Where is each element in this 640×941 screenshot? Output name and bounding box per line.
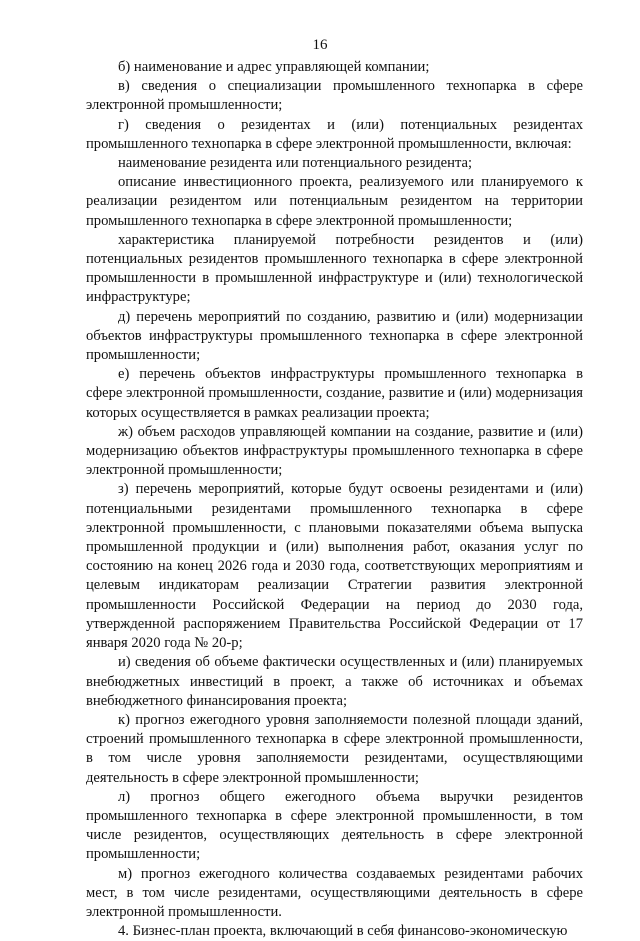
paragraph-z: з) перечень мероприятий, которые будут освоены резидентами и (или) потенциальными резидентами промышленного технопарка в сфере электронной промышленности, с плановыми показателями объема выпуска промышленной продукции и (или) выполнения работ, оказания услуг по состоянию на конец 2026 года и 2030 года, соответствующих мероприятиям и целевым индикаторам реализации Стратегии развития электронной промышленности Российской Федерации на период до 2030 года, утвержденной распоряжением Правительства Российской Федерации от 17 января 2020 года № 20-р; [86,481,583,652]
paragraph-4: 4. Бизнес-план проекта, включающий в себя финансово-экономическую [118,923,568,940]
page-number: 16 [312,37,328,53]
paragraph-g-infrastructure-needs: характеристика планируемой потребности резидентов и (или) потенциальных резидентов промышленного технопарка в сфере электронной промышленности в промышленной инфраструктуре и (или) технологической инфраструктуре; [86,231,583,306]
paragraph-g-project-description: описание инвестиционного проекта, реализуемого или планируемого к реализации резидентом или потенциальным резидентом на территории промышленного технопарка в сфере электронной промышленности; [86,174,583,229]
paragraph-g-resident-name: наименование резидента или потенциального резидента; [118,155,473,172]
paragraph-k: к) прогноз ежегодного уровня заполняемости полезной площади зданий, строений промышленного технопарка в сфере электронной промышленности, в том числе уровня заполняемости резидентами, осуществляющими деятельность в сфере электронной промышленности; [86,711,583,786]
paragraph-m: м) прогноз ежегодного количества создаваемых резидентами рабочих мест, в том числе резидентами, осуществляющими деятельность в сфере электронной промышленности. [86,865,583,920]
paragraph-i: и) сведения об объеме фактически осуществленных и (или) планируемых внебюджетных инвестиций в проект, а также об источниках и объемах внебюджетного финансирования проекта; [86,654,583,709]
paragraph-l: л) прогноз общего ежегодного объема выручки резидентов промышленного технопарка в сфере электронной промышленности, в том числе резидентов, осуществляющих деятельность в сфере электронной промышленности; [86,788,583,863]
paragraph-e: е) перечень объектов инфраструктуры промышленного технопарка в сфере электронной промышленности, создание, развитие и (или) модернизация которых осуществляется в рамках реализации проекта; [86,366,583,421]
paragraph-b: б) наименование и адрес управляющей компании; [118,59,430,75]
paragraph-g: г) сведения о резидентах и (или) потенциальных резидентах промышленного технопарка в сфере электронной промышленности, включая: [86,116,583,152]
paragraph-zh: ж) объем расходов управляющей компании на создание, развитие и (или) модернизацию объектов инфраструктуры промышленного технопарка в сфере электронной промышленности; [86,423,583,479]
document-body [86,58,583,941]
paragraph-d: д) перечень мероприятий по созданию, развитию и (или) модернизации объектов инфраструктуры промышленного технопарка в сфере электронной промышленности; [86,308,583,364]
paragraph-v: в) сведения о специализации промышленного технопарка в сфере электронной промышленности; [86,78,583,114]
